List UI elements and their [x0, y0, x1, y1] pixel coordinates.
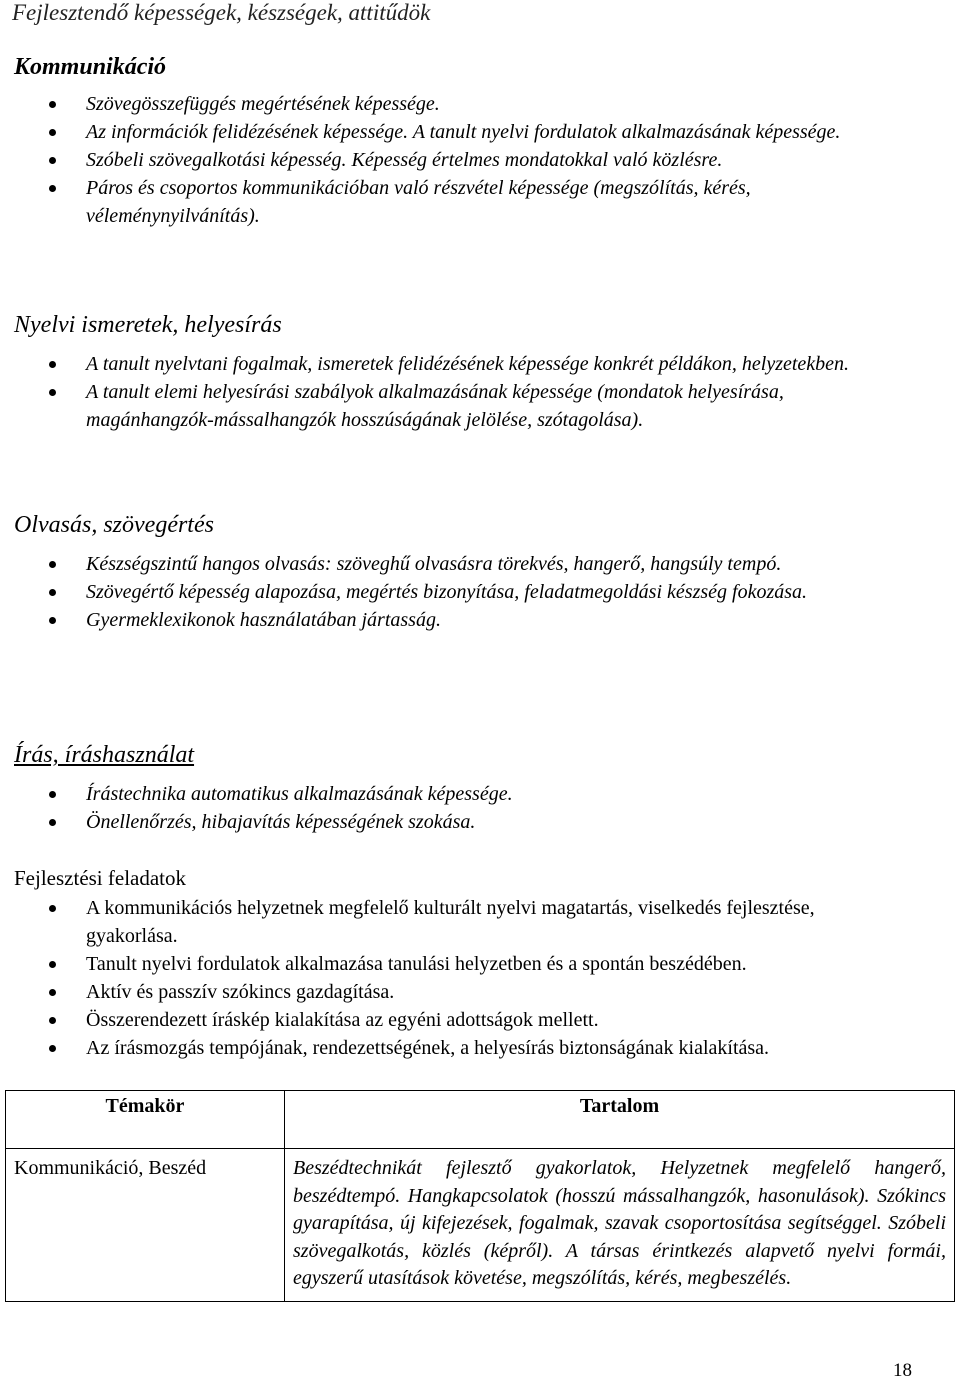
list-item: A tanult elemi helyesírási szabályok alkalmazásának képessége (mondatok helyesírása, magánhangzók-mássalhangzók hosszúságának jelölése, szótagolása). [44, 378, 904, 434]
list-item: A kommunikációs helyzetnek megfelelő kulturált nyelvi magatartás, viselkedés fejlesztése, gyakorlása. [44, 894, 904, 950]
list-item: Szóbeli szövegalkotási képesség. Képesség értelmes mondatokkal való közlésre. [44, 146, 904, 174]
list-item: A tanult nyelvtani fogalmak, ismeretek felidézésének képessége konkrét példákon, helyzetekben. [44, 350, 904, 378]
table-header-row [6, 1091, 955, 1149]
table-header-temakor: Témakör [6, 1091, 285, 1149]
section-title-nyelvi-ismeretek: Nyelvi ismeretek, helyesírás [14, 312, 282, 338]
section-title-olvasas: Olvasás, szövegértés [14, 512, 214, 538]
list-nyelvi-ismeretek [44, 350, 904, 434]
table-cell-content: Beszédtechnikát fejlesztő gyakorlatok, Helyzetnek megfelelő hangerő, beszédtempó. Hangkapcsolatok (hosszú mássalhangzók, hasonulások). Szókincs gyarapítása, új kifejezések, fogalmak, szavak csoportosítása segítséggel. Szóbeli szövegalkotás, közlés (képről). A társas érintkezés alapvető nyelvi formái, egyszerű utasítások követése, megszólítás, kérés, megbeszélés. [285, 1149, 955, 1302]
table-header-tartalom: Tartalom [285, 1091, 955, 1149]
list-item: Páros és csoportos kommunikációban való részvétel képessége (megszólítás, kérés, véleménynyilvánítás). [44, 174, 904, 230]
list-item: Összerendezett íráskép kialakítása az egyéni adottságok mellett. [44, 1006, 904, 1034]
section-title-iras: Írás, íráshasználat [14, 742, 195, 768]
temakor-table [5, 1090, 955, 1302]
page-number: 18 [893, 1360, 912, 1381]
section-title-kommunikacio: Kommunikáció [14, 54, 167, 80]
list-item: Tanult nyelvi fordulatok alkalmazása tanulási helyzetben és a spontán beszédében. [44, 950, 904, 978]
list-item: Az írásmozgás tempójának, rendezettségének, a helyesírás biztonságának kialakítása. [44, 1034, 904, 1062]
fejlesztesi-feladatok-title: Fejlesztési feladatok [14, 866, 187, 890]
list-olvasas [44, 550, 904, 634]
table-row [6, 1149, 955, 1302]
list-item: Szövegösszefüggés megértésének képessége. [44, 90, 904, 118]
list-fejlesztesi-feladatok [44, 894, 904, 1062]
list-item: Önellenőrzés, hibajavítás képességének szokása. [44, 808, 904, 836]
list-item: Az információk felidézésének képessége. A tanult nyelvi fordulatok alkalmazásának képessége. [44, 118, 904, 146]
list-item: Gyermeklexikonok használatában jártasság. [44, 606, 904, 634]
list-item: Írástechnika automatikus alkalmazásának képessége. [44, 780, 904, 808]
list-item: Szövegértő képesség alapozása, megértés bizonyítása, feladatmegoldási készség fokozása. [44, 578, 904, 606]
list-kommunikacio [44, 90, 904, 230]
list-item: Aktív és passzív szókincs gazdagítása. [44, 978, 904, 1006]
list-item: Készségszintű hangos olvasás: szöveghű olvasásra törekvés, hangerő, hangsúly tempó. [44, 550, 904, 578]
document-heading: Fejlesztendő képességek, készségek, attitűdök [12, 0, 431, 25]
table-cell-topic: Kommunikáció, Beszéd [6, 1149, 285, 1302]
list-iras [44, 780, 904, 836]
